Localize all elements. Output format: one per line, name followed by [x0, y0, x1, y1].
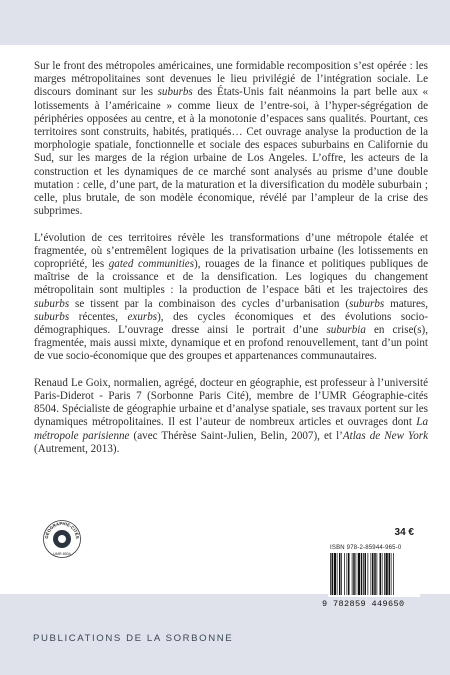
italic-term: suburbs: [34, 297, 70, 310]
price: 34 €: [394, 527, 414, 538]
text-run: (avec Thérèse Saint-Julien, Belin, 2007), et l’: [129, 429, 343, 442]
publisher-name: PUBLICATIONS DE LA SORBONNE: [33, 633, 234, 644]
italic-term: gated communities: [108, 258, 195, 271]
italic-term: exurbs: [127, 310, 158, 323]
text-run: ), des cycles économiques et des évolutions socio-démographiques. L’ouvrage dresse ainsi le portrait d’une: [34, 310, 428, 337]
barcode: [328, 553, 420, 597]
text-run: matures,: [384, 297, 429, 310]
italic-term: Atlas de New York: [342, 429, 428, 442]
author-bio: [34, 377, 428, 456]
text-run: se tissent par la combinaison des cycles d’urbanisation (: [69, 297, 350, 310]
text-run: L’évolution de ces territoires révèle les transformations d’une métropole étalée et fragmentée, où s’entremêlent logiques de la privatisation urbaine (les lotissements en copropriété, les: [34, 231, 428, 271]
logo-subtext: UMR 8504: [53, 552, 71, 556]
text-run: des États-Unis fait néanmoins la part belle aux « lotissements à l’américaine » comme lieux de l’entre-soi, à l’hyper-ségrégation de périphéries opposées au centre, et à la monotonie d’espaces sans qualités. Pourtant, ces territoires sont construits, habités, pratiqués… Cet ouvrage analyse la production de la morphologie spatiale, fonctionnelle et sociale des espaces suburbains en Californie du Sud, sur les marges de la région urbaine de Los Angeles. L’offre, les acteurs de la construction et les dynamiques de ce marché sont analysés au prisme d’une double mutation : celle, d’une part, de la maturation et la diversification du modèle suburbain ; celle, plus brutale, de son modèle économique, révélé par l’ampleur de la crise des subprimes.: [34, 86, 428, 218]
italic-term: La métropole parisienne: [34, 416, 428, 442]
italic-term: suburbs: [34, 310, 70, 323]
italic-term: suburbs: [157, 86, 193, 99]
text-run: Sur le front des métropoles américaines, une formidable recomposition s’est opérée : les marges métropolitaines sont devenues le lieu privilégié de l’intégration sociale. Le discours dominant sur les: [34, 60, 428, 99]
text-run: en crise(s), fragmentée, mais aussi mixte, dynamique et en profond renouvellement, tant d’un point de vue socio-économique que des groupes et appartenances communautaires.: [34, 324, 428, 363]
top-band: [0, 0, 450, 45]
text-run: récentes,: [69, 310, 128, 323]
blurb: [34, 60, 428, 469]
blurb-paragraph-1: [34, 60, 428, 218]
italic-term: suburbia: [326, 324, 366, 337]
isbn: ISBN 978-2-85944-965-0: [330, 545, 402, 551]
logo-text: GÉOGRAPHIE-CITÉS: [43, 520, 81, 539]
text-run: (Autrement, 2013).: [34, 442, 120, 455]
text-run: Renaud Le Goix, normalien, agrégé, docteur en géographie, est professeur à l’université Paris-Diderot - Paris 7 (Sorbonne Paris Cité), membre de l’UMR Géographie-cités 8504. Spécialiste de géographie urbaine et d’analyse spatiale, ses travaux portent sur les dynamiques métropolitaines. Il est l’auteur de nombreux articles et ouvrages dont: [34, 376, 428, 429]
text-run: ), rouages de la finance et politiques publiques de maîtrise de la croissance et de la densification. Les logiques du changement métropolitain sont multiples : la production de l’espace bâti et les trajectoires des: [34, 258, 429, 297]
barcode-digits: 9 782859 449650: [322, 599, 405, 609]
blurb-paragraph-2: [34, 232, 428, 364]
geographie-cites-logo: [42, 519, 82, 559]
italic-term: suburbs: [349, 297, 385, 310]
